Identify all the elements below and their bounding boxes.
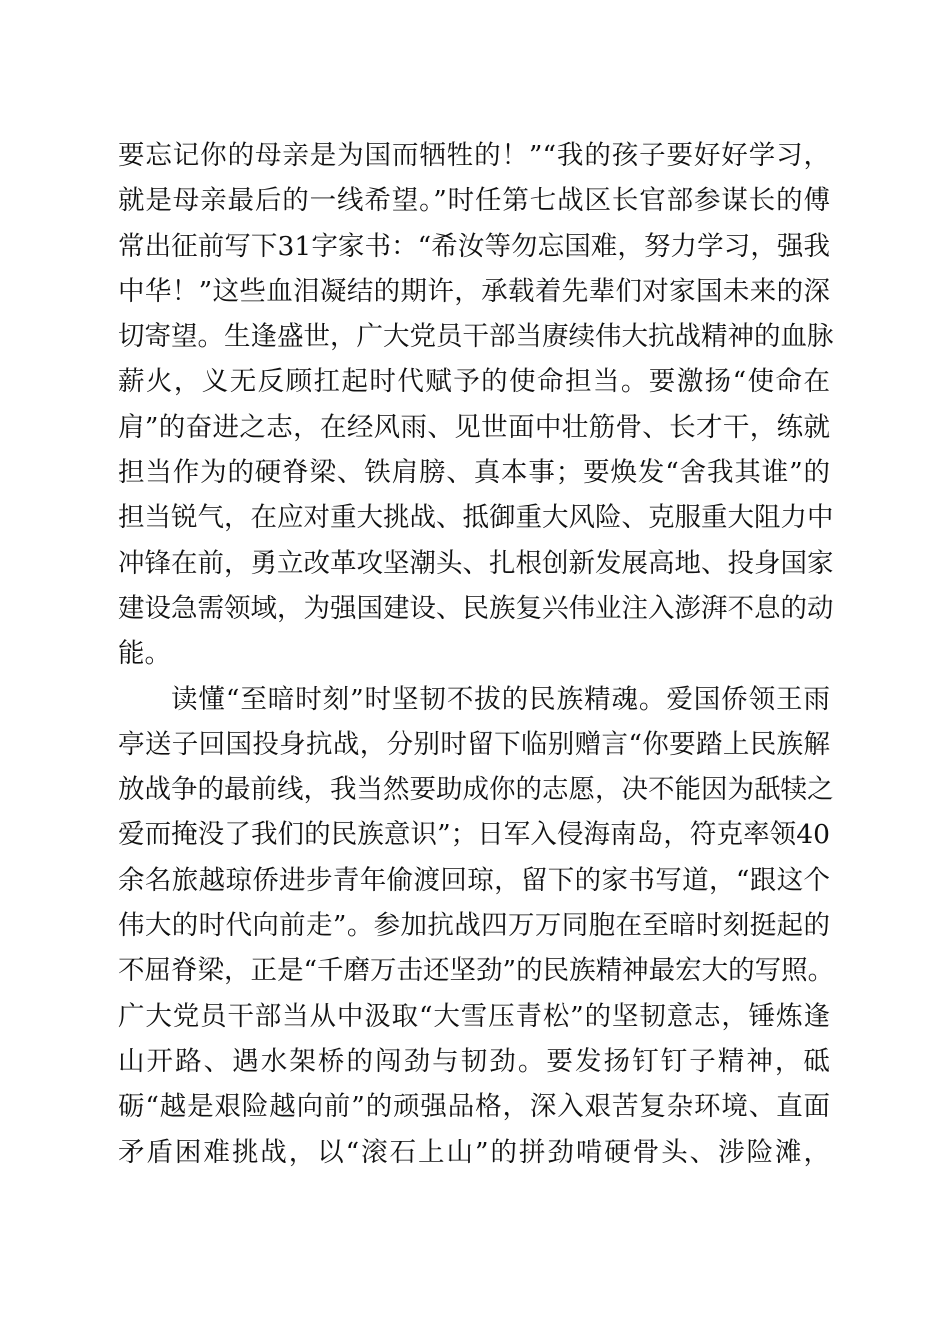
text-line: 常出征前写下31字家书：“希汝等勿忘国难，努力学习，强我 xyxy=(118,230,830,262)
text-line: 切寄望。生逢盛世，广大党员干部当赓续伟大抗战精神的血脉 xyxy=(118,321,834,353)
body-text xyxy=(118,133,835,1175)
text-line: 爱而掩没了我们的民族意识”；日军入侵海南岛，符克率领40 xyxy=(118,819,830,851)
paragraph-2 xyxy=(118,677,835,1175)
text-line: 薪火，义无反顾扛起时代赋予的使命担当。要激扬“使命在 xyxy=(118,366,830,398)
text-line: 中华！”这些血泪凝结的期许，承载着先辈们对家国未来的深 xyxy=(118,275,830,307)
text-line: 要忘记你的母亲是为国而牺牲的！”“我的孩子要好好学习， xyxy=(118,140,830,171)
text-line: 建设急需领域，为强国建设、民族复兴伟业注入澎湃不息的动 xyxy=(118,592,834,624)
text-line: 山开路、遇水架桥的闯劲与韧劲。要发扬钉钉子精神，砥 xyxy=(118,1045,830,1077)
text-line: 担当作为的硬脊梁、铁肩膀、真本事；要焕发“舍我其谁”的 xyxy=(118,457,830,489)
text-line: 就是母亲最后的一线希望。”时任第七战区长官部参谋长的傅 xyxy=(118,185,830,217)
text-line: 砺“越是艰险越向前”的顽强品格，深入艰苦复杂环境、直面 xyxy=(118,1091,830,1123)
text-line: 余名旅越琼侨进步青年偷渡回琼，留下的家书写道，“跟这个 xyxy=(118,864,830,896)
text-line: 伟大的时代向前走”。参加抗战四万万同胞在至暗时刻挺起的 xyxy=(118,910,830,942)
paragraph-1 xyxy=(118,133,834,677)
text-line: 广大党员干部当从中汲取“大雪压青松”的坚韧意志，锤炼逢 xyxy=(118,1000,830,1032)
text-line: 亭送子回国投身抗战，分别时留下临别赠言“你要踏上民族解 xyxy=(118,728,830,760)
text-line: 放战争的最前线，我当然要助成你的志愿，决不能因为舐犊之 xyxy=(118,774,834,806)
text-line: 冲锋在前，勇立改革攻坚潮头、扎根创新发展高地、投身国家 xyxy=(118,547,834,579)
text-line: 不屈脊梁，正是“千磨万击还坚劲”的民族精神最宏大的写照。 xyxy=(118,955,835,987)
text-line: 读懂“至暗时刻”时坚韧不拔的民族精魂。爱国侨领王雨 xyxy=(171,683,830,715)
text-line: 担当锐气，在应对重大挑战、抵御重大风险、克服重大阻力中 xyxy=(118,502,834,534)
text-line: 肩”的奋进之志，在经风雨、见世面中壮筋骨、长才干，练就 xyxy=(118,411,830,443)
text-line: 矛盾困难挑战，以“滚石上山”的拼劲啃硬骨头、涉险滩， xyxy=(118,1136,830,1168)
text-line: 能。 xyxy=(118,638,171,670)
